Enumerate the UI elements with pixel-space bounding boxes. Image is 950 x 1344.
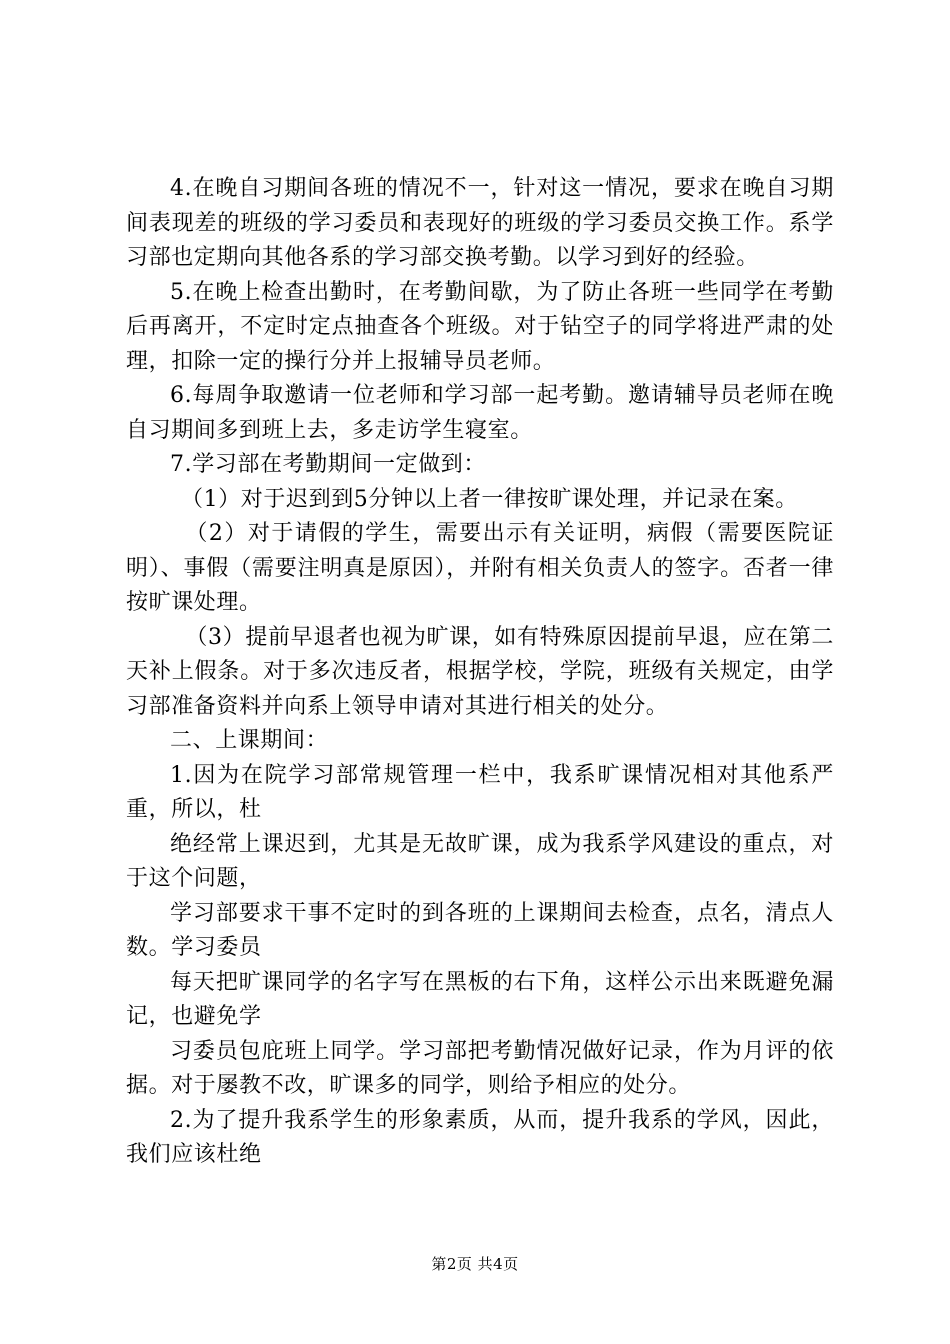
paragraph: （1）对于迟到到5分钟以上者一律按旷课处理，并记录在案。: [181, 486, 798, 512]
paragraph: 7.学习部在考勤期间一定做到：: [170, 452, 486, 477]
paragraph: 4.在晚自习期间各班的情况不一，针对这一情况，要求在晚自习期间表现差的班级的学习委员和表现好的班级的学习委员交换工作。系学习部也定期向其他各系的学习部交换考勤。以学习到好的经验。: [126, 176, 834, 270]
paragraph: 学习部要求干事不定时的到各班的上课期间去检查，点名，清点人数。学习委员: [126, 900, 834, 960]
paragraph: 2.为了提升我系学生的形象素质，从而，提升我系的学风，因此，我们应该杜绝: [126, 1107, 834, 1167]
paragraph: 5.在晚上检查出勤时，在考勤间歇，为了防止各班一些同学在考勤后再离开，不定时定点抽查各个班级。对于钻空子的同学将进严肃的处理，扣除一定的操行分并上报辅导员老师。: [126, 279, 834, 374]
paragraph: 每天把旷课同学的名字写在黑板的右下角，这样公示出来既避免漏记，也避免学: [126, 969, 834, 1029]
paragraph: （3）提前早退者也视为旷课，如有特殊原因提前早退，应在第二天补上假条。对于多次违反者，根据学校，学院，班级有关规定，由学习部准备资料并向系上领导申请对其进行相关的处分。: [126, 624, 834, 719]
page-footer: 第2页 共4页: [431, 1255, 519, 1273]
paragraph: （2）对于请假的学生，需要出示有关证明，病假（需要医院证明）、事假（需要注明真是原因），并附有相关负责人的签字。否者一律按旷课处理。: [126, 521, 834, 615]
paragraph: 绝经常上课迟到，尤其是无故旷课，成为我系学风建设的重点，对于这个问题，: [126, 831, 834, 891]
paragraph: 6.每周争取邀请一位老师和学习部一起考勤。邀请辅导员老师在晚自习期间多到班上去，多走访学生寝室。: [126, 383, 834, 443]
paragraph: 二、上课期间：: [170, 728, 329, 753]
paragraph: 1.因为在院学习部常规管理一栏中，我系旷课情况相对其他系严重，所以，杜: [126, 762, 834, 822]
paragraph: 习委员包庇班上同学。学习部把考勤情况做好记录，作为月评的依据。对于屡教不改，旷课多的同学，则给予相应的处分。: [126, 1038, 834, 1098]
document-body: [126, 172, 834, 1173]
